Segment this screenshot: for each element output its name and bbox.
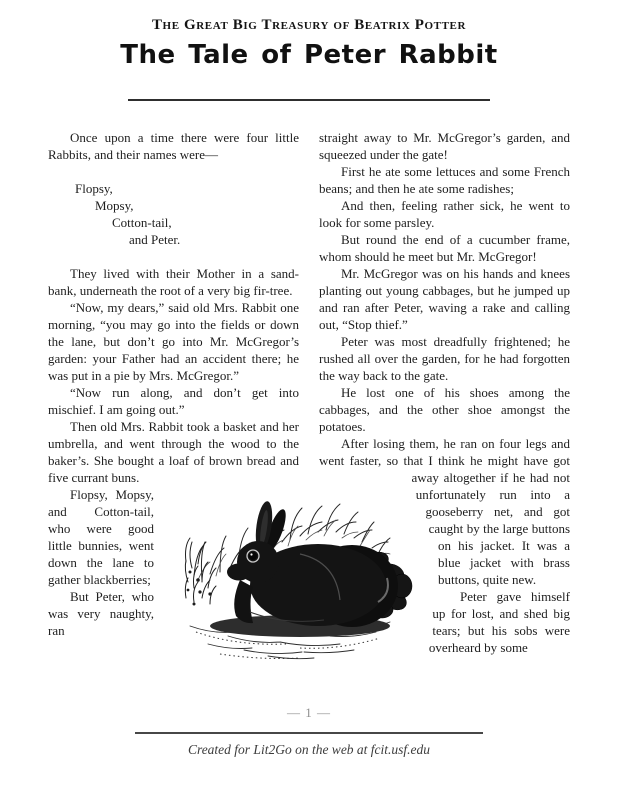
paragraph-text: brown bread and five currant buns.	[48, 453, 299, 485]
story-paragraph: They lived with their Mother in a sand-bank, underneath the root of a very big fir-tree.	[48, 266, 299, 298]
page-title: The Tale of Peter Rabbit	[120, 40, 498, 70]
paragraph-text: away altogether if he had not unfortunately run into a gooseberry net, and got caught by the large buttons on his jacket. It was a blue jacket with brass buttons, quite new.	[411, 470, 570, 587]
story-paragraph: Once upon a time there were four little Rabbits, and their names were—	[48, 130, 299, 162]
verse-names	[48, 180, 299, 248]
series-title: The Great Big Treasury of Beatrix Potter	[151, 17, 467, 33]
story-paragraph: Peter gave himself up for lost, and shed big tears; but his sobs were overheard by some	[428, 589, 570, 655]
story-paragraph: But round the end of a cucumber frame, whom should he meet but Mr. McGregor!	[319, 232, 570, 264]
footer-divider-rule	[135, 732, 483, 734]
page-number: — 1 —	[287, 705, 331, 720]
story-paragraph: And then, feeling rather sick, he went to look for some parsley.	[319, 198, 570, 230]
paragraph-text: After losing them, he ran on four legs and went faster, so that I think he might have got	[319, 436, 570, 468]
verse-line: Mopsy,	[95, 198, 134, 213]
rabbit-engraving-illustration	[180, 484, 416, 662]
story-paragraph: Flopsy, Mopsy, and Cotton-tail, who were good little bunnies, went down the lane to gather blackberries;	[48, 487, 154, 587]
story-paragraph: Mr. McGregor was on his hands and knees planting out young cabbages, but he jumped up and ran after Peter, waving a rake and calling out, “Stop thief.”	[319, 266, 570, 332]
title-divider-rule	[128, 99, 490, 101]
verse-line: and Peter.	[129, 232, 181, 247]
story-paragraph: “Now run along, and don’t get into mischief. I am going out.”	[48, 385, 299, 417]
footer-credit: Created for Lit2Go on the web at fcit.usf.edu	[187, 742, 431, 757]
verse-line: Flopsy,	[75, 181, 113, 196]
story-paragraph: straight away to Mr. McGregor’s garden, and squeezed under the gate!	[319, 130, 570, 162]
story-paragraph: But Peter, who was very naughty, ran	[48, 589, 154, 638]
verse-line: Cotton-tail,	[112, 215, 172, 230]
paragraph-text: Then old Mrs. Rabbit took a basket and her umbrella, and went through the wood to the baker’s. She bought a loaf of	[48, 419, 299, 468]
story-paragraph: He lost one of his shoes among the cabbages, and the other shoe amongst the potatoes.	[319, 385, 570, 434]
story-paragraph: First he ate some lettuces and some French beans; and then he ate some radishes;	[319, 164, 570, 196]
story-paragraph: Peter was most dreadfully frightened; he rushed all over the garden, for he had forgotten the way back to the gate.	[319, 334, 570, 383]
story-paragraph: “Now, my dears,” said old Mrs. Rabbit one morning, “you may go into the fields or down the lane, but don’t go into Mr. McGregor’s garden: your Father had an accident there; he was put in a pie by Mrs. McGregor.”	[48, 300, 299, 383]
story-paragraph-wrapping-image	[48, 418, 299, 486]
